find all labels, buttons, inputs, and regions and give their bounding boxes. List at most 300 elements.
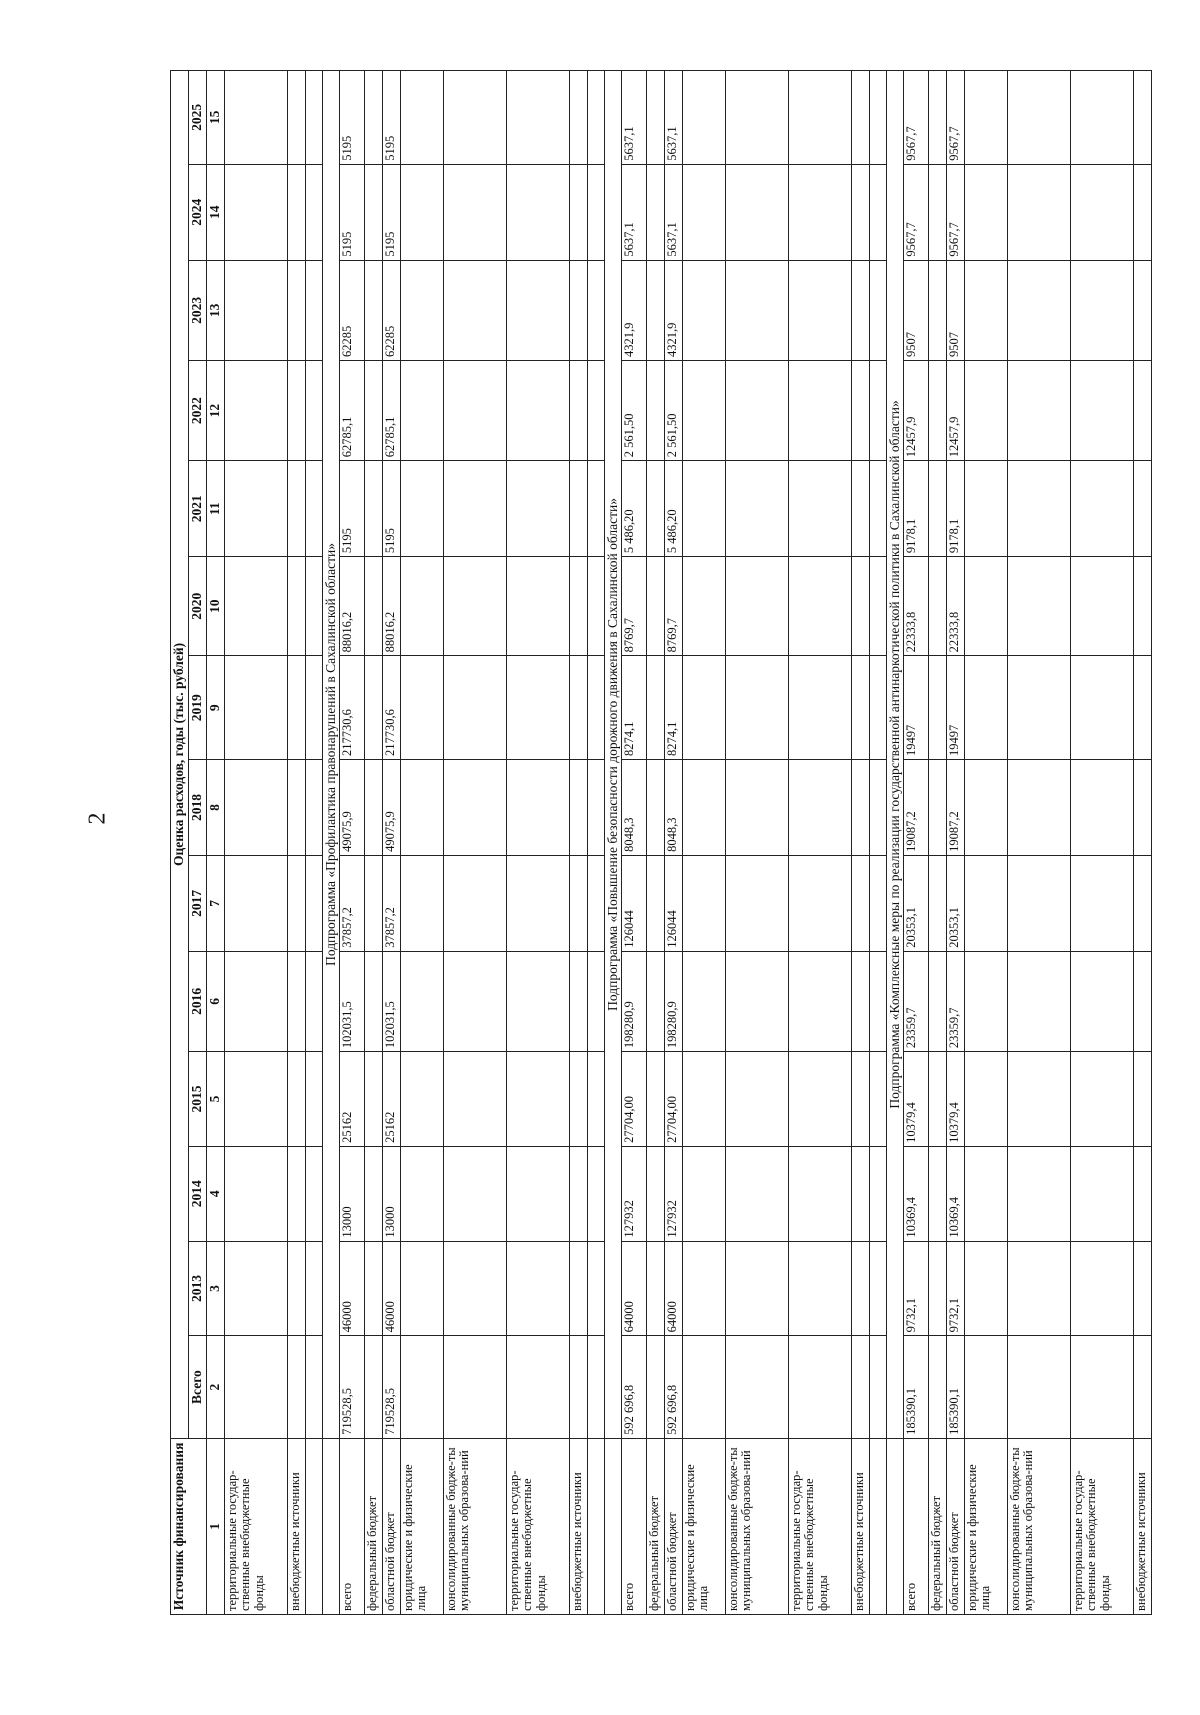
- value-cell: [224, 164, 287, 260]
- value-cell: [443, 760, 506, 856]
- value-cell: [1007, 1052, 1070, 1147]
- header-row: [171, 71, 189, 1615]
- value-cell: 8769,7: [621, 557, 646, 656]
- table-row: [1070, 71, 1133, 1615]
- value-cell: [964, 855, 1007, 951]
- value-cell: [364, 557, 382, 656]
- empty-cell: [587, 71, 604, 165]
- empty-cell: [869, 260, 886, 360]
- value-cell: 46000: [382, 1241, 400, 1336]
- value-cell: [400, 760, 443, 856]
- value-cell: [400, 1052, 443, 1147]
- spacer-row: [587, 71, 604, 1615]
- value-cell: [400, 164, 443, 260]
- value-cell: [851, 164, 869, 260]
- value-cell: [1133, 1052, 1151, 1147]
- value-cell: [1070, 1146, 1133, 1241]
- spacer-row: [305, 71, 322, 1615]
- value-cell: [506, 760, 569, 856]
- empty-cell: [305, 71, 322, 165]
- value-cell: [1007, 760, 1070, 856]
- value-cell: [287, 1336, 305, 1439]
- empty-cell: [305, 855, 322, 951]
- value-cell: [287, 656, 305, 760]
- table-row: [946, 71, 964, 1615]
- value-cell: [1070, 360, 1133, 460]
- value-cell: 5195: [339, 461, 364, 557]
- value-cell: [224, 461, 287, 557]
- value-cell: 37857,2: [382, 855, 400, 951]
- value-cell: [1133, 951, 1151, 1051]
- table-row: [903, 71, 928, 1615]
- empty-cell: [587, 1336, 604, 1439]
- value-cell: [1133, 360, 1151, 460]
- value-cell: [928, 656, 946, 760]
- value-cell: [851, 260, 869, 360]
- value-cell: [443, 164, 506, 260]
- value-cell: 49075,9: [339, 760, 364, 856]
- value-cell: [682, 1146, 725, 1241]
- value-cell: 27704,00: [664, 1052, 682, 1147]
- value-cell: [443, 1336, 506, 1439]
- empty-cell: [305, 1438, 322, 1614]
- value-cell: 4321,9: [621, 260, 646, 360]
- column-header: 2014: [188, 1146, 206, 1241]
- source-cell: внебюджетные источники: [1133, 1438, 1151, 1614]
- empty-cell: [869, 1241, 886, 1336]
- page-number: 2: [84, 812, 111, 825]
- value-cell: [224, 855, 287, 951]
- value-cell: [400, 951, 443, 1051]
- source-cell: областной бюджет: [382, 1438, 400, 1614]
- table-row: [364, 71, 382, 1615]
- value-cell: [725, 1052, 788, 1147]
- value-cell: [964, 360, 1007, 460]
- value-cell: [928, 164, 946, 260]
- value-cell: 2 561,50: [621, 360, 646, 460]
- value-cell: [646, 760, 664, 856]
- value-cell: 185390,1: [903, 1336, 928, 1439]
- value-cell: 12457,9: [946, 360, 964, 460]
- source-cell: территориальные государ-ственные внебюджетные фонды: [1070, 1438, 1133, 1614]
- value-cell: [928, 760, 946, 856]
- empty-cell: [322, 1438, 339, 1614]
- value-cell: [928, 557, 946, 656]
- value-cell: [725, 260, 788, 360]
- value-cell: [400, 656, 443, 760]
- table-row: [506, 71, 569, 1615]
- value-cell: [506, 1052, 569, 1147]
- column-index: 9: [206, 656, 224, 760]
- value-cell: [1007, 1336, 1070, 1439]
- value-cell: [851, 760, 869, 856]
- value-cell: [224, 260, 287, 360]
- value-cell: [287, 461, 305, 557]
- column-header: 2013: [188, 1241, 206, 1336]
- column-index: 14: [206, 164, 224, 260]
- column-index: 4: [206, 1146, 224, 1241]
- value-cell: [1133, 71, 1151, 165]
- column-index: 15: [206, 71, 224, 165]
- table-body: [224, 71, 1151, 1615]
- value-cell: [287, 260, 305, 360]
- value-cell: [646, 951, 664, 1051]
- value-cell: [851, 1336, 869, 1439]
- empty-cell: [587, 1052, 604, 1147]
- value-cell: [224, 71, 287, 165]
- column-header: 2018: [188, 760, 206, 856]
- empty-cell: [305, 656, 322, 760]
- subprogram-title-row: [604, 71, 621, 1615]
- empty-cell: [305, 360, 322, 460]
- value-cell: [788, 1146, 851, 1241]
- value-cell: 10369,4: [946, 1146, 964, 1241]
- value-cell: 5637,1: [621, 71, 646, 165]
- value-cell: [788, 1052, 851, 1147]
- column-index: 5: [206, 1052, 224, 1147]
- source-cell: внебюджетные источники: [569, 1438, 587, 1614]
- value-cell: [1070, 164, 1133, 260]
- source-cell: консолидированные бюдже-ты муниципальных образова-ний: [725, 1438, 788, 1614]
- value-cell: 27704,00: [621, 1052, 646, 1147]
- value-cell: [725, 1146, 788, 1241]
- value-cell: [725, 1241, 788, 1336]
- value-cell: [682, 557, 725, 656]
- value-cell: 127932: [664, 1146, 682, 1241]
- empty-cell: [587, 1241, 604, 1336]
- value-cell: [1070, 461, 1133, 557]
- value-cell: 19497: [946, 656, 964, 760]
- value-cell: [964, 951, 1007, 1051]
- value-cell: [964, 1052, 1007, 1147]
- value-cell: [443, 656, 506, 760]
- value-cell: [725, 71, 788, 165]
- value-cell: [682, 360, 725, 460]
- empty-cell: [869, 1052, 886, 1147]
- value-cell: 10379,4: [903, 1052, 928, 1147]
- column-header: 2017: [188, 855, 206, 951]
- value-cell: [569, 951, 587, 1051]
- source-cell: консолидированные бюдже-ты муниципальных образова-ний: [443, 1438, 506, 1614]
- value-cell: [364, 951, 382, 1051]
- empty-cell: [305, 260, 322, 360]
- column-header: 2024: [188, 164, 206, 260]
- empty-cell: [305, 1241, 322, 1336]
- value-cell: 2 561,50: [664, 360, 682, 460]
- value-cell: [928, 1052, 946, 1147]
- value-cell: [851, 1241, 869, 1336]
- value-cell: [928, 951, 946, 1051]
- source-cell: всего: [339, 1438, 364, 1614]
- value-cell: 126044: [621, 855, 646, 951]
- table-row: [928, 71, 946, 1615]
- value-cell: 9567,7: [946, 164, 964, 260]
- table-row: [1007, 71, 1070, 1615]
- empty-cell: [604, 1438, 621, 1614]
- value-cell: [788, 260, 851, 360]
- column-header: 2023: [188, 260, 206, 360]
- value-cell: [928, 461, 946, 557]
- value-cell: [1133, 260, 1151, 360]
- subprogram-title: Подпрограмма «Комплексные меры по реализации государственной антинаркотической политики в Сахалинской области»: [886, 71, 903, 1439]
- value-cell: [364, 1146, 382, 1241]
- value-cell: [682, 71, 725, 165]
- value-cell: [928, 1336, 946, 1439]
- value-cell: [224, 557, 287, 656]
- value-cell: 592 696,8: [621, 1336, 646, 1439]
- value-cell: [1007, 855, 1070, 951]
- column-index: 11: [206, 461, 224, 557]
- value-cell: [928, 855, 946, 951]
- value-cell: 20353,1: [903, 855, 928, 951]
- value-cell: [964, 557, 1007, 656]
- value-cell: 62785,1: [339, 360, 364, 460]
- value-cell: [928, 1241, 946, 1336]
- value-cell: [443, 951, 506, 1051]
- value-cell: 4321,9: [664, 260, 682, 360]
- value-cell: [851, 360, 869, 460]
- value-cell: 9507: [946, 260, 964, 360]
- value-cell: [506, 855, 569, 951]
- value-cell: 12457,9: [903, 360, 928, 460]
- value-cell: 198280,9: [621, 951, 646, 1051]
- value-cell: [569, 164, 587, 260]
- table-row: [851, 71, 869, 1615]
- value-cell: [725, 461, 788, 557]
- financing-table: [170, 70, 1152, 1615]
- value-cell: [224, 360, 287, 460]
- value-cell: [928, 260, 946, 360]
- empty-cell: [587, 164, 604, 260]
- value-cell: [400, 855, 443, 951]
- value-cell: [400, 71, 443, 165]
- value-cell: [569, 1146, 587, 1241]
- column-header: 2019: [188, 656, 206, 760]
- table-row: [443, 71, 506, 1615]
- value-cell: [506, 71, 569, 165]
- empty-cell: [869, 1146, 886, 1241]
- value-cell: 8274,1: [664, 656, 682, 760]
- column-header: 2016: [188, 951, 206, 1051]
- value-cell: 5195: [339, 71, 364, 165]
- value-cell: [646, 260, 664, 360]
- value-cell: [964, 1241, 1007, 1336]
- value-cell: [1007, 1241, 1070, 1336]
- empty-cell: [587, 951, 604, 1051]
- empty-cell: [587, 360, 604, 460]
- value-cell: 62785,1: [382, 360, 400, 460]
- value-cell: [224, 951, 287, 1051]
- value-cell: 127932: [621, 1146, 646, 1241]
- value-cell: [928, 71, 946, 165]
- empty-cell: [587, 1438, 604, 1614]
- value-cell: [788, 71, 851, 165]
- value-cell: [851, 951, 869, 1051]
- spacer-row: [869, 71, 886, 1615]
- value-cell: [569, 1336, 587, 1439]
- value-cell: 185390,1: [946, 1336, 964, 1439]
- value-cell: [506, 461, 569, 557]
- value-cell: [224, 1146, 287, 1241]
- value-cell: 5637,1: [621, 164, 646, 260]
- column-header: 2021: [188, 461, 206, 557]
- value-cell: 217730,6: [339, 656, 364, 760]
- value-cell: [682, 260, 725, 360]
- value-cell: [287, 360, 305, 460]
- empty-cell: [305, 557, 322, 656]
- empty-cell: [305, 164, 322, 260]
- value-cell: [287, 760, 305, 856]
- table-row: [664, 71, 682, 1615]
- table-row: [621, 71, 646, 1615]
- source-cell: внебюджетные источники: [851, 1438, 869, 1614]
- value-cell: 10369,4: [903, 1146, 928, 1241]
- value-cell: [506, 557, 569, 656]
- value-cell: [646, 1052, 664, 1147]
- value-cell: 126044: [664, 855, 682, 951]
- subprogram-title-row: [886, 71, 903, 1615]
- value-cell: 9732,1: [946, 1241, 964, 1336]
- empty-cell: [869, 1438, 886, 1614]
- source-cell: областной бюджет: [664, 1438, 682, 1614]
- value-cell: [928, 360, 946, 460]
- value-cell: 23359,7: [903, 951, 928, 1051]
- value-cell: [506, 1146, 569, 1241]
- column-header: 2022: [188, 360, 206, 460]
- table-row: [569, 71, 587, 1615]
- value-cell: [364, 461, 382, 557]
- value-cell: 37857,2: [339, 855, 364, 951]
- value-cell: [725, 656, 788, 760]
- empty-cell: [305, 1052, 322, 1147]
- empty-cell: [869, 360, 886, 460]
- value-cell: [400, 360, 443, 460]
- value-cell: 10379,4: [946, 1052, 964, 1147]
- value-cell: [443, 855, 506, 951]
- value-cell: [1070, 71, 1133, 165]
- value-cell: [725, 557, 788, 656]
- value-cell: 5637,1: [664, 71, 682, 165]
- value-cell: [788, 360, 851, 460]
- value-cell: [287, 855, 305, 951]
- value-cell: [788, 855, 851, 951]
- value-cell: 719528,5: [339, 1336, 364, 1439]
- value-cell: [1007, 656, 1070, 760]
- value-cell: 22333,8: [946, 557, 964, 656]
- table-row: [725, 71, 788, 1615]
- empty-cell: [869, 656, 886, 760]
- empty-cell: [869, 760, 886, 856]
- value-cell: [224, 1336, 287, 1439]
- value-cell: [1070, 855, 1133, 951]
- value-cell: [1007, 557, 1070, 656]
- value-cell: 592 696,8: [664, 1336, 682, 1439]
- column-index: 1: [206, 1438, 224, 1614]
- value-cell: [443, 557, 506, 656]
- column-index: 8: [206, 760, 224, 856]
- empty-cell: [305, 461, 322, 557]
- value-cell: [1007, 260, 1070, 360]
- value-cell: [725, 1336, 788, 1439]
- value-cell: 19087,2: [903, 760, 928, 856]
- value-cell: 88016,2: [382, 557, 400, 656]
- value-cell: [506, 260, 569, 360]
- value-cell: [569, 1241, 587, 1336]
- value-cell: [569, 855, 587, 951]
- value-cell: [851, 855, 869, 951]
- source-cell: территориальные государ-ственные внебюджетные фонды: [224, 1438, 287, 1614]
- value-cell: [364, 855, 382, 951]
- table-row: [682, 71, 725, 1615]
- source-cell: юридические и физические лица: [682, 1438, 725, 1614]
- source-cell: территориальные государ-ственные внебюджетные фонды: [506, 1438, 569, 1614]
- value-cell: [851, 1146, 869, 1241]
- table-row: [224, 71, 287, 1615]
- rotated-table-container: [170, 70, 1148, 1615]
- source-cell: территориальные государ-ственные внебюджетные фонды: [788, 1438, 851, 1614]
- empty-cell: [587, 260, 604, 360]
- value-cell: [788, 164, 851, 260]
- value-cell: [964, 760, 1007, 856]
- value-cell: [682, 855, 725, 951]
- index-row: [206, 71, 224, 1615]
- subprogram-title: Подпрограмма «Профилактика правонарушений в Сахалинской области»: [322, 71, 339, 1439]
- value-cell: [646, 656, 664, 760]
- table-row: [400, 71, 443, 1615]
- value-cell: 8048,3: [664, 760, 682, 856]
- value-cell: [964, 71, 1007, 165]
- source-header: Источник финансирования: [171, 1438, 207, 1614]
- header-row: [188, 71, 206, 1615]
- empty-cell: [869, 461, 886, 557]
- value-cell: [682, 1336, 725, 1439]
- value-cell: [364, 1241, 382, 1336]
- value-cell: [506, 164, 569, 260]
- value-cell: [443, 1146, 506, 1241]
- table-row: [339, 71, 364, 1615]
- value-cell: 5 486,20: [664, 461, 682, 557]
- value-cell: [788, 1336, 851, 1439]
- empty-cell: [305, 1146, 322, 1241]
- value-cell: 5195: [382, 71, 400, 165]
- value-cell: [646, 1241, 664, 1336]
- value-cell: [646, 71, 664, 165]
- column-header: 2025: [188, 71, 206, 165]
- value-cell: [646, 855, 664, 951]
- value-cell: [646, 164, 664, 260]
- value-cell: [569, 71, 587, 165]
- value-cell: 62285: [382, 260, 400, 360]
- value-cell: [851, 1052, 869, 1147]
- source-cell: федеральный бюджет: [646, 1438, 664, 1614]
- value-cell: [725, 855, 788, 951]
- value-cell: [682, 1241, 725, 1336]
- value-cell: [1007, 71, 1070, 165]
- value-cell: 5195: [339, 164, 364, 260]
- column-index: 10: [206, 557, 224, 656]
- source-cell: всего: [903, 1438, 928, 1614]
- value-cell: [928, 1146, 946, 1241]
- value-cell: [1070, 760, 1133, 856]
- value-cell: [1070, 1241, 1133, 1336]
- value-cell: [400, 557, 443, 656]
- value-cell: [646, 360, 664, 460]
- table-row: [964, 71, 1007, 1615]
- value-cell: 25162: [382, 1052, 400, 1147]
- value-cell: [788, 1241, 851, 1336]
- value-cell: [964, 1146, 1007, 1241]
- value-cell: 88016,2: [339, 557, 364, 656]
